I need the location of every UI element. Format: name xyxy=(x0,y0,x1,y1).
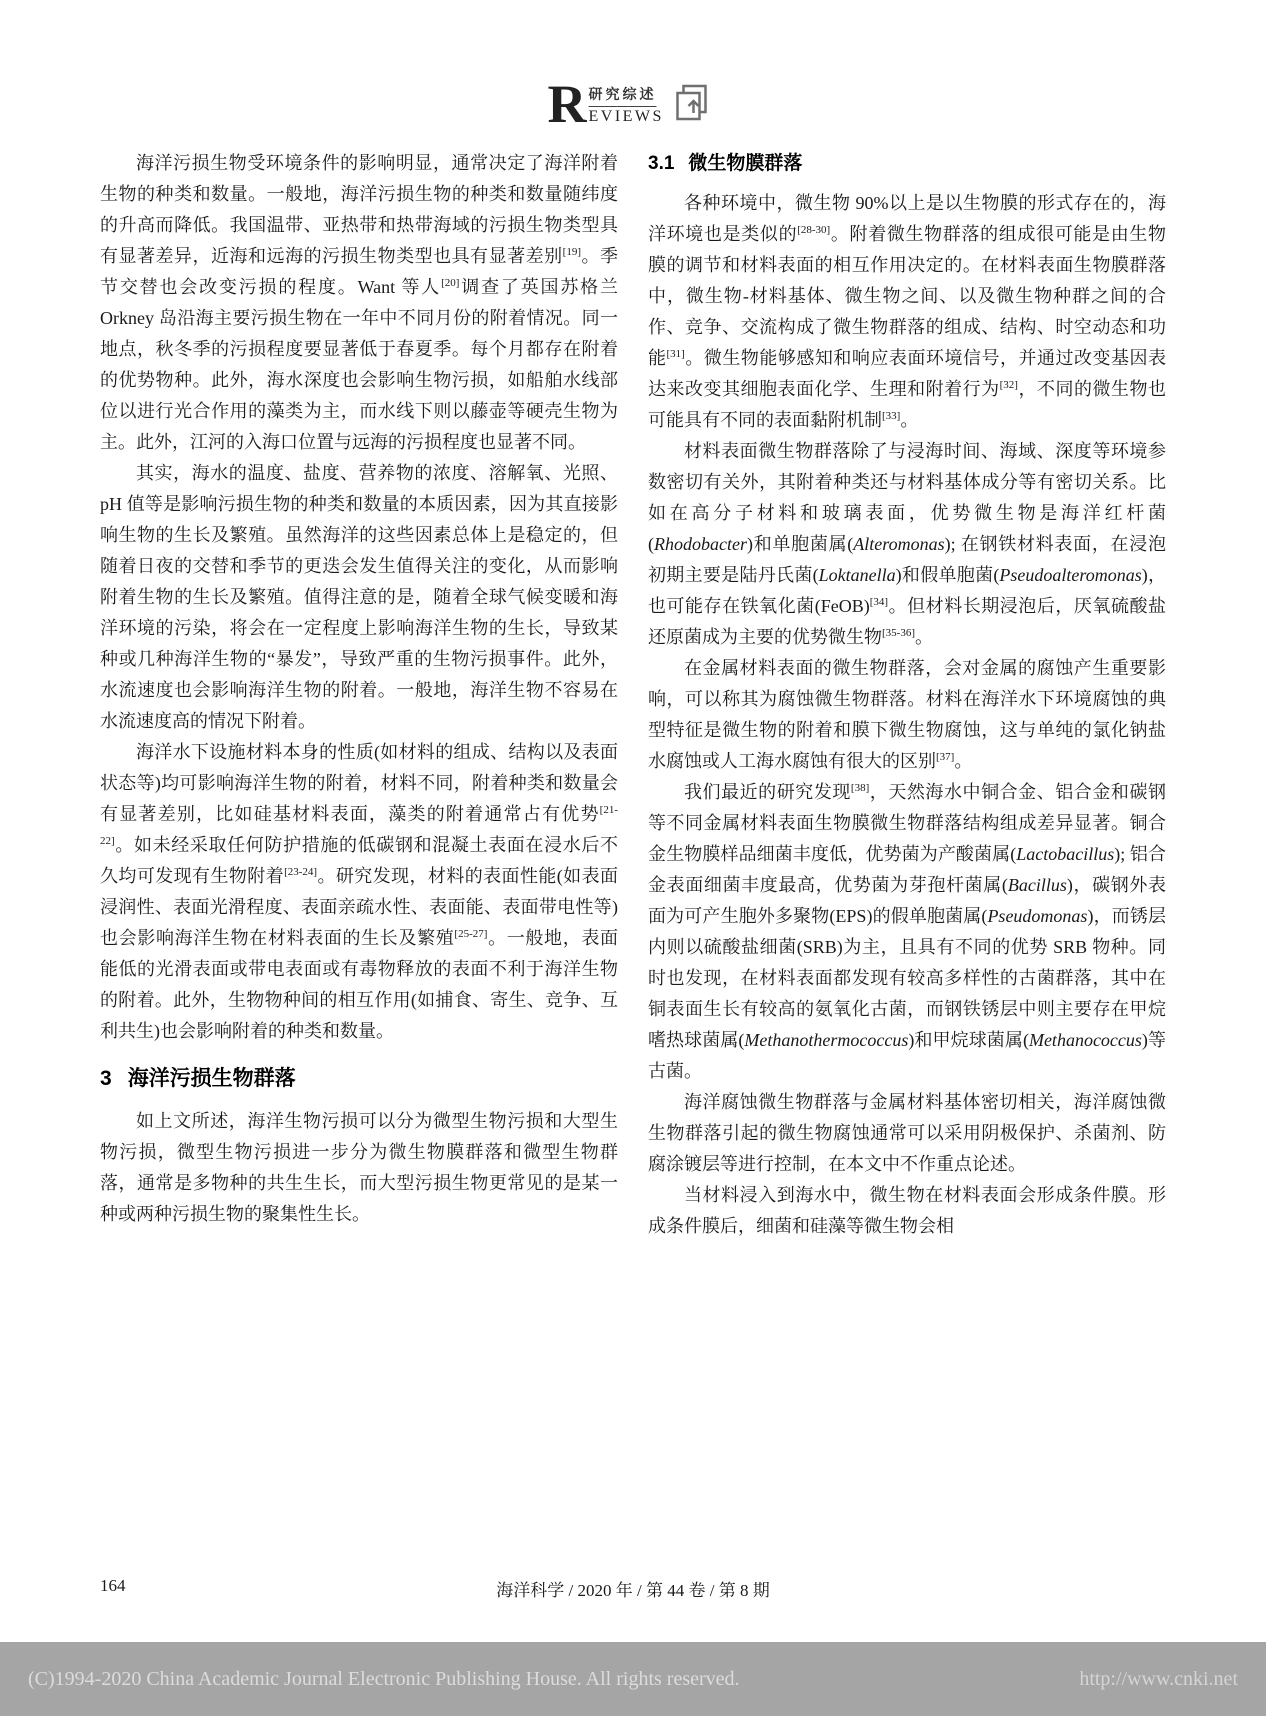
section-heading-3-1 xyxy=(648,148,1166,179)
paragraph: 海洋水下设施材料本身的性质(如材料的组成、结构以及表面状态等)均可影响海洋生物的附着，材料不同，附着种类和数量会有显著差别，比如硅基材料表面，藻类的附着通常占有优势[21-22]。如未经采取任何防护措施的低碳钢和混凝土表面在浸水后不久均可发现有生物附着[23-24]。研究发现，材料的表面性能(如表面浸润性、表面光滑程度、表面亲疏水性、表面能、表面带电性等)也会影响海洋生物在材料表面的生长及繁殖[25-27]。一般地，表面能低的光滑表面或带电表面或有毒物释放的表面不利于海洋生物的附着。此外，生物物种间的相互作用(如捕食、寄生、竞争、互利共生)也会影响附着的种类和数量。 xyxy=(100,742,618,1041)
section-title: 海洋污损生物群落 xyxy=(127,1067,296,1090)
copyright-bar xyxy=(0,1642,1266,1716)
section-number: 3 xyxy=(100,1067,112,1090)
left-column xyxy=(100,148,618,1242)
logo-letter-r: R xyxy=(547,74,587,134)
paragraph: 如上文所述，海洋生物污损可以分为微型生物污损和大型生物污损，微型生物污损进一步分为微生物膜群落和微型生物群落，通常是多物种的共生生长，而大型污损生物更常见的是某一种或两种污损生物的聚集性生长。 xyxy=(100,1111,618,1224)
paragraph: 在金属材料表面的微生物群落，会对金属的腐蚀产生重要影响，可以称其为腐蚀微生物群落。材料在海洋水下环境腐蚀的典型特征是微生物的附着和膜下微生物腐蚀，这与单纯的氯化钠盐水腐蚀或人工海水腐蚀有很大的区别[37]。 xyxy=(648,658,1166,771)
paragraph: 海洋污损生物受环境条件的影响明显，通常决定了海洋附着生物的种类和数量。一般地，海洋污损生物的种类和数量随纬度的升高而降低。我国温带、亚热带和热带海域的污损生物类型具有显著差异，近海和远海的污损生物类型也具有显著差别[19]。季节交替也会改变污损的程度。Want 等人[20]调查了英国苏格兰 Orkney 岛沿海主要污损生物在一年中不同月份的附着情况。同一地点，秋冬季的污损程度要显著低于春夏季。每个月都存在附着的优势物种。此外，海水深度也会影响生物污损，如船舶水线部位以进行光合作用的藻类为主，而水线下则以藤壶等硬壳生物为主。此外，江河的入海口位置与远海的污损程度也显著不同。 xyxy=(100,153,619,452)
cnki-url-link[interactable]: http://www.cnki.net xyxy=(1079,1667,1238,1690)
section-heading-3 xyxy=(100,1063,618,1094)
paragraph: 各种环境中，微生物 90%以上是以生物膜的形式存在的，海洋环境也是类似的[28-30]。附着微生物群落的组成很可能是由生物膜的调节和材料表面的相互作用决定的。在材料表面生物膜群落中，微生物-材料基体、微生物之间、以及微生物种群之间的合作、竞争、交流构成了微生物群落的组成、结构、时空动态和功能[31]。微生物能够感知和响应表面环境信号，并通过改变基因表达来改变其细胞表面化学、生理和附着行为[32]，不同的微生物也可能具有不同的表面黏附机制[33]。 xyxy=(648,193,1167,430)
paragraph: 我们最近的研究发现[38]，天然海水中铜合金、铝合金和碳钢等不同金属材料表面生物膜微生物群落结构组成差异显著。铜合金生物膜样品细菌丰度低，优势菌为产酸菌属(Lactobacillus); 铝合金表面细菌丰度最高，优势菌为芽孢杆菌属(Bacillus)，碳钢外表面为可产生胞外多聚物(EPS)的假单胞菌属(Pseudomonas)，而锈层内则以硫酸盐细菌(SRB)为主，且具有不同的优势 SRB 物种。同时也发现，在材料表面都发现有较高多样性的古菌群落，其中在铜表面生长有较高的氨氧化古菌，而钢铁锈层中则主要存在甲烷嗜热球菌属(Methanothermococcus)和甲烷球菌属(Methanococcus)等古菌。 xyxy=(648,782,1167,1081)
paragraph: 材料表面微生物群落除了与浸海时间、海域、深度等环境参数密切有关外，其附着种类还与材料基体成分等有密切关系。比如在高分子材料和玻璃表面，优势微生物是海洋红杆菌(Rhodobacter)和单胞菌属(Alteromonas); 在钢铁材料表面，在浸泡初期主要是陆丹氏菌(Loktanella)和假单胞菌(Pseudoalteromonas)，也可能存在铁氧化菌(FeOB)[34]。但材料长期浸泡后，厌氧硫酸盐还原菌成为主要的优势微生物[35-36]。 xyxy=(648,441,1166,647)
article-body xyxy=(100,148,1166,1242)
journal-issue-line: 海洋科学 / 2020 年 / 第 44 卷 / 第 8 期 xyxy=(496,1581,770,1600)
page-footer xyxy=(100,1576,1166,1602)
paragraph: 其实，海水的温度、盐度、营养物的浓度、溶解氧、光照、pH 值等是影响污损生物的种类和数量的本质因素，因为其直接影响生物的生长及繁殖。虽然海洋的这些因素总体上是稳定的，但随着日夜的交替和季节的更迭会发生值得关注的变化，从而影响附着生物的生长及繁殖。值得注意的是，随着全球气候变暖和海洋环境的污染，将会在一定程度上影响海洋生物的生长，导致某种或几种海洋生物的“暴发”，导致严重的生物污损事件。此外，水流速度也会影响海洋生物的附着。一般地，海洋生物不容易在水流速度高的情况下附着。 xyxy=(100,463,618,731)
logo-text-stack xyxy=(588,84,663,126)
documents-icon xyxy=(674,83,712,128)
section-title: 微生物膜群落 xyxy=(688,153,803,174)
copyright-text: (C)1994-2020 China Academic Journal Electronic Publishing House. All rights reserved. xyxy=(28,1667,740,1690)
logo-english-label: EVIEWS xyxy=(588,107,664,125)
paragraph: 当材料浸入到海水中，微生物在材料表面会形成条件膜。形成条件膜后，细菌和硅藻等微生物会相 xyxy=(648,1185,1166,1236)
logo-chinese-label: 研究综述 xyxy=(588,84,656,107)
page-number: 164 xyxy=(100,1576,126,1595)
section-number: 3.1 xyxy=(648,153,675,174)
paragraph: 海洋腐蚀微生物群落与金属材料基体密切相关，海洋腐蚀微生物群落引起的微生物腐蚀通常可以采用阴极保护、杀菌剂、防腐涂镀层等进行控制，在本文中不作重点论述。 xyxy=(648,1092,1166,1174)
journal-section-logo xyxy=(547,74,711,134)
right-column xyxy=(648,148,1166,1242)
